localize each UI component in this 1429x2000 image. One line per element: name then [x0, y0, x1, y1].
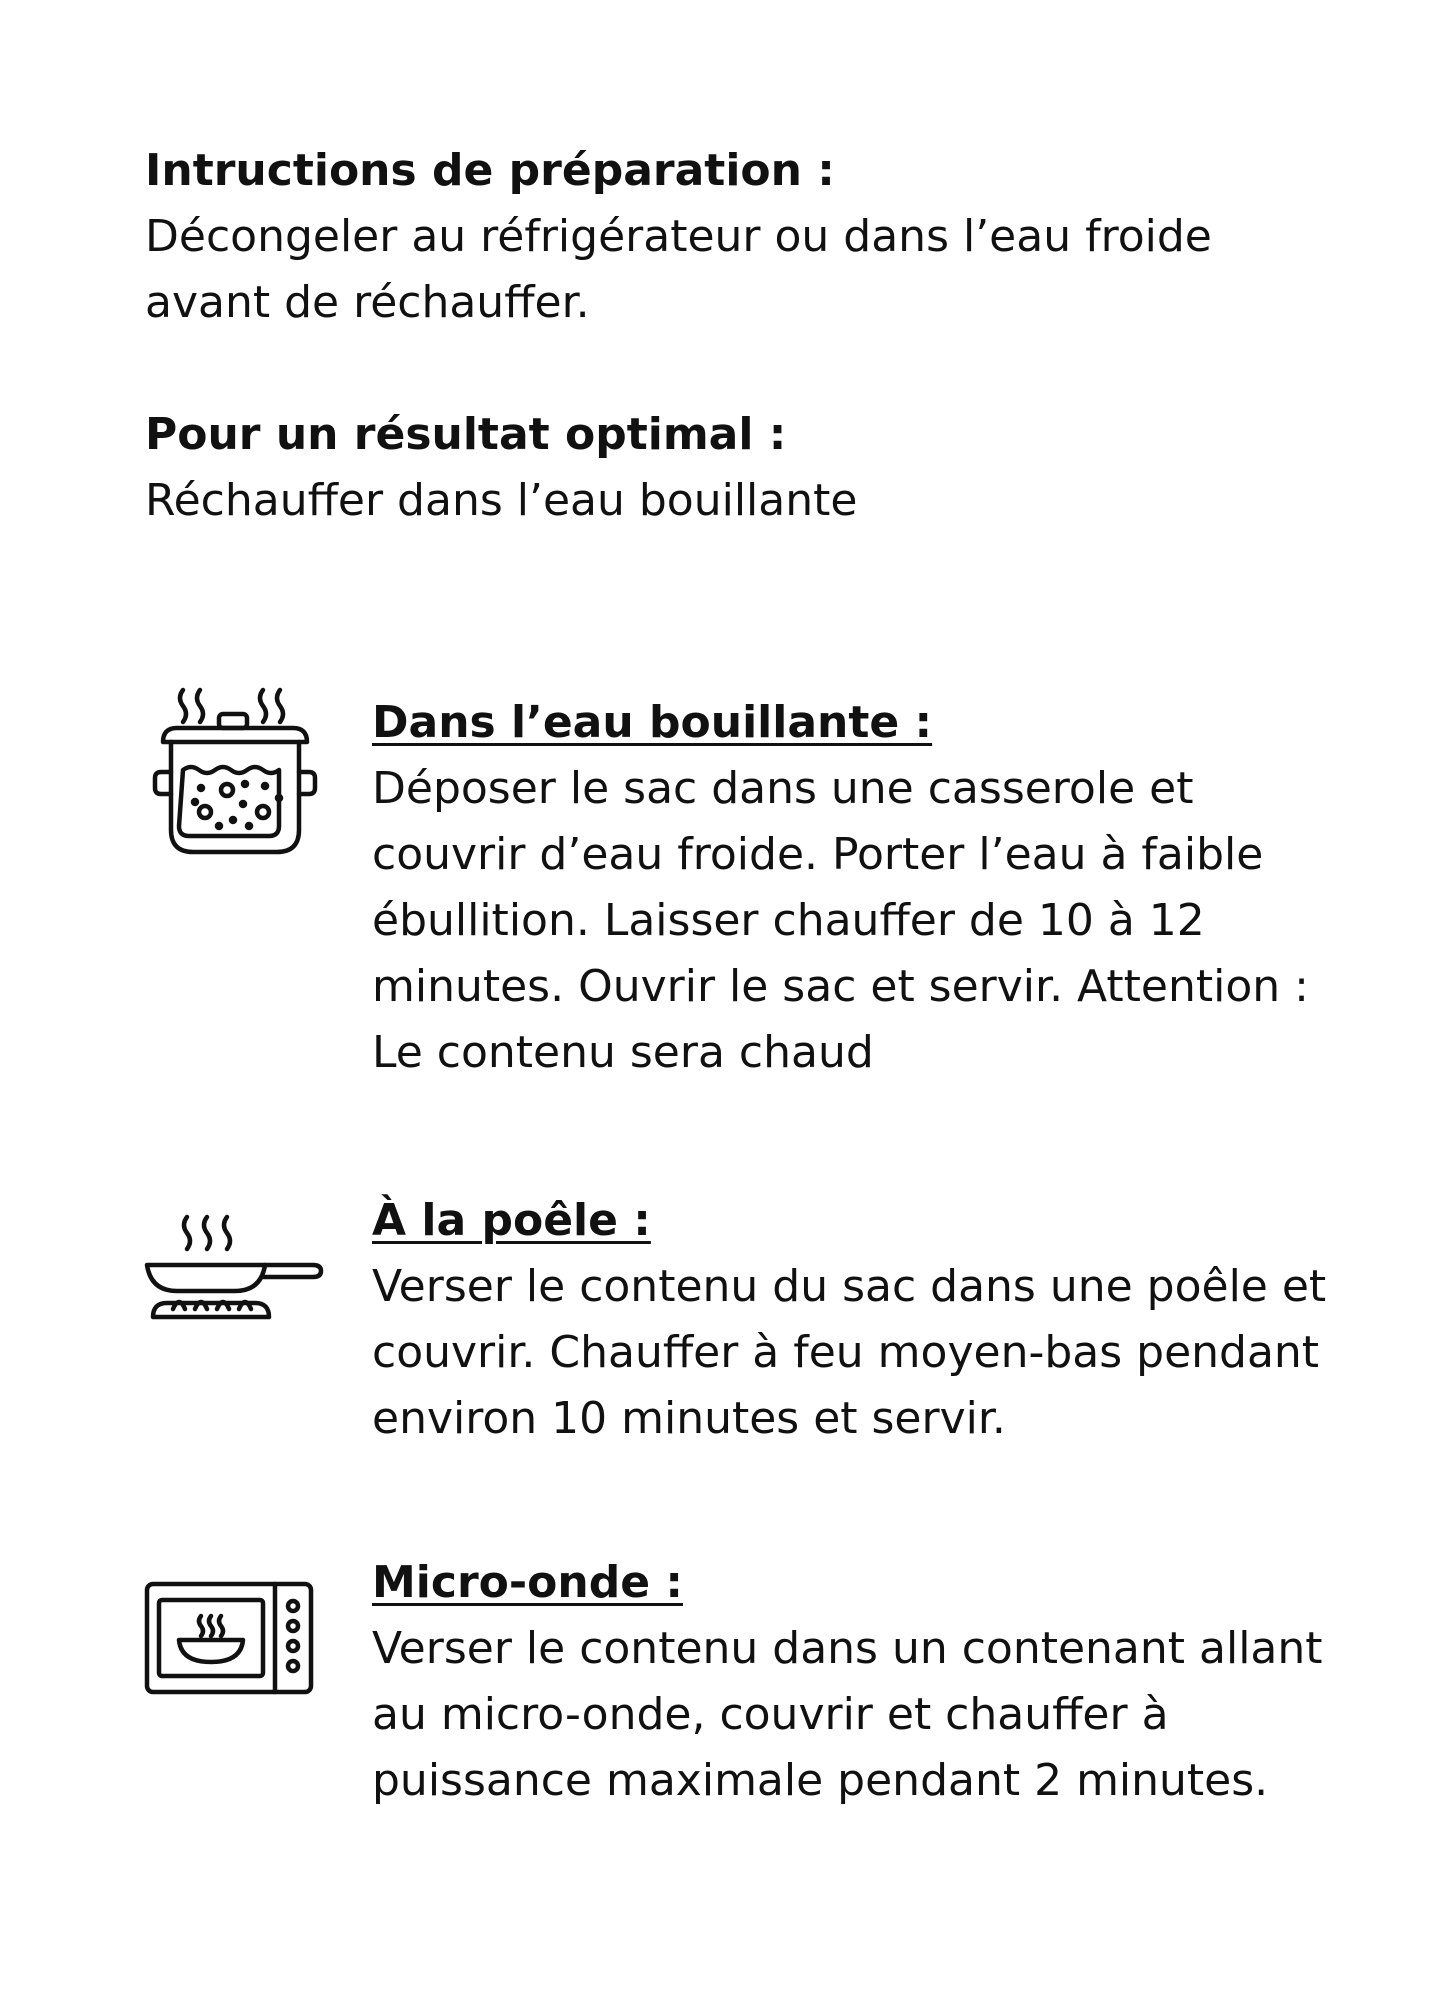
preparation-heading: Intructions de préparation : [145, 145, 835, 196]
boiling-pot-icon [145, 680, 325, 860]
method-content [372, 1188, 1332, 1452]
optimal-result-text: Réchauffer dans l’eau bouillante [145, 475, 858, 526]
microwave-icon [145, 1550, 325, 1730]
method-title: Micro-onde : [372, 1557, 683, 1608]
method-description: Verser le contenu dans un contenant allant au micro-onde, couvrir et chauffer à puissance maximale pendant 2 minutes. [372, 1623, 1323, 1806]
method-content [372, 1550, 1332, 1814]
optimal-result-heading: Pour un résultat optimal : [145, 409, 787, 460]
frying-pan-icon [145, 1188, 325, 1368]
method-description: Déposer le sac dans une casserole et couvrir d’eau froide. Porter l’eau à faible ébullition. Laisser chauffer de 10 à 12 minutes. Ouvrir le sac et servir. Attention : Le contenu sera chaud [372, 763, 1309, 1078]
thaw-instruction: Décongeler au réfrigérateur ou dans l’eau froide avant de réchauffer. [145, 211, 1212, 328]
method-title: À la poêle : [372, 1195, 651, 1246]
method-description: Verser le contenu du sac dans une poêle et couvrir. Chauffer à feu moyen-bas pendant environ 10 minutes et servir. [372, 1261, 1327, 1444]
intro-section [145, 138, 1325, 534]
method-content [372, 690, 1332, 1086]
method-title: Dans l’eau bouillante : [372, 697, 933, 748]
